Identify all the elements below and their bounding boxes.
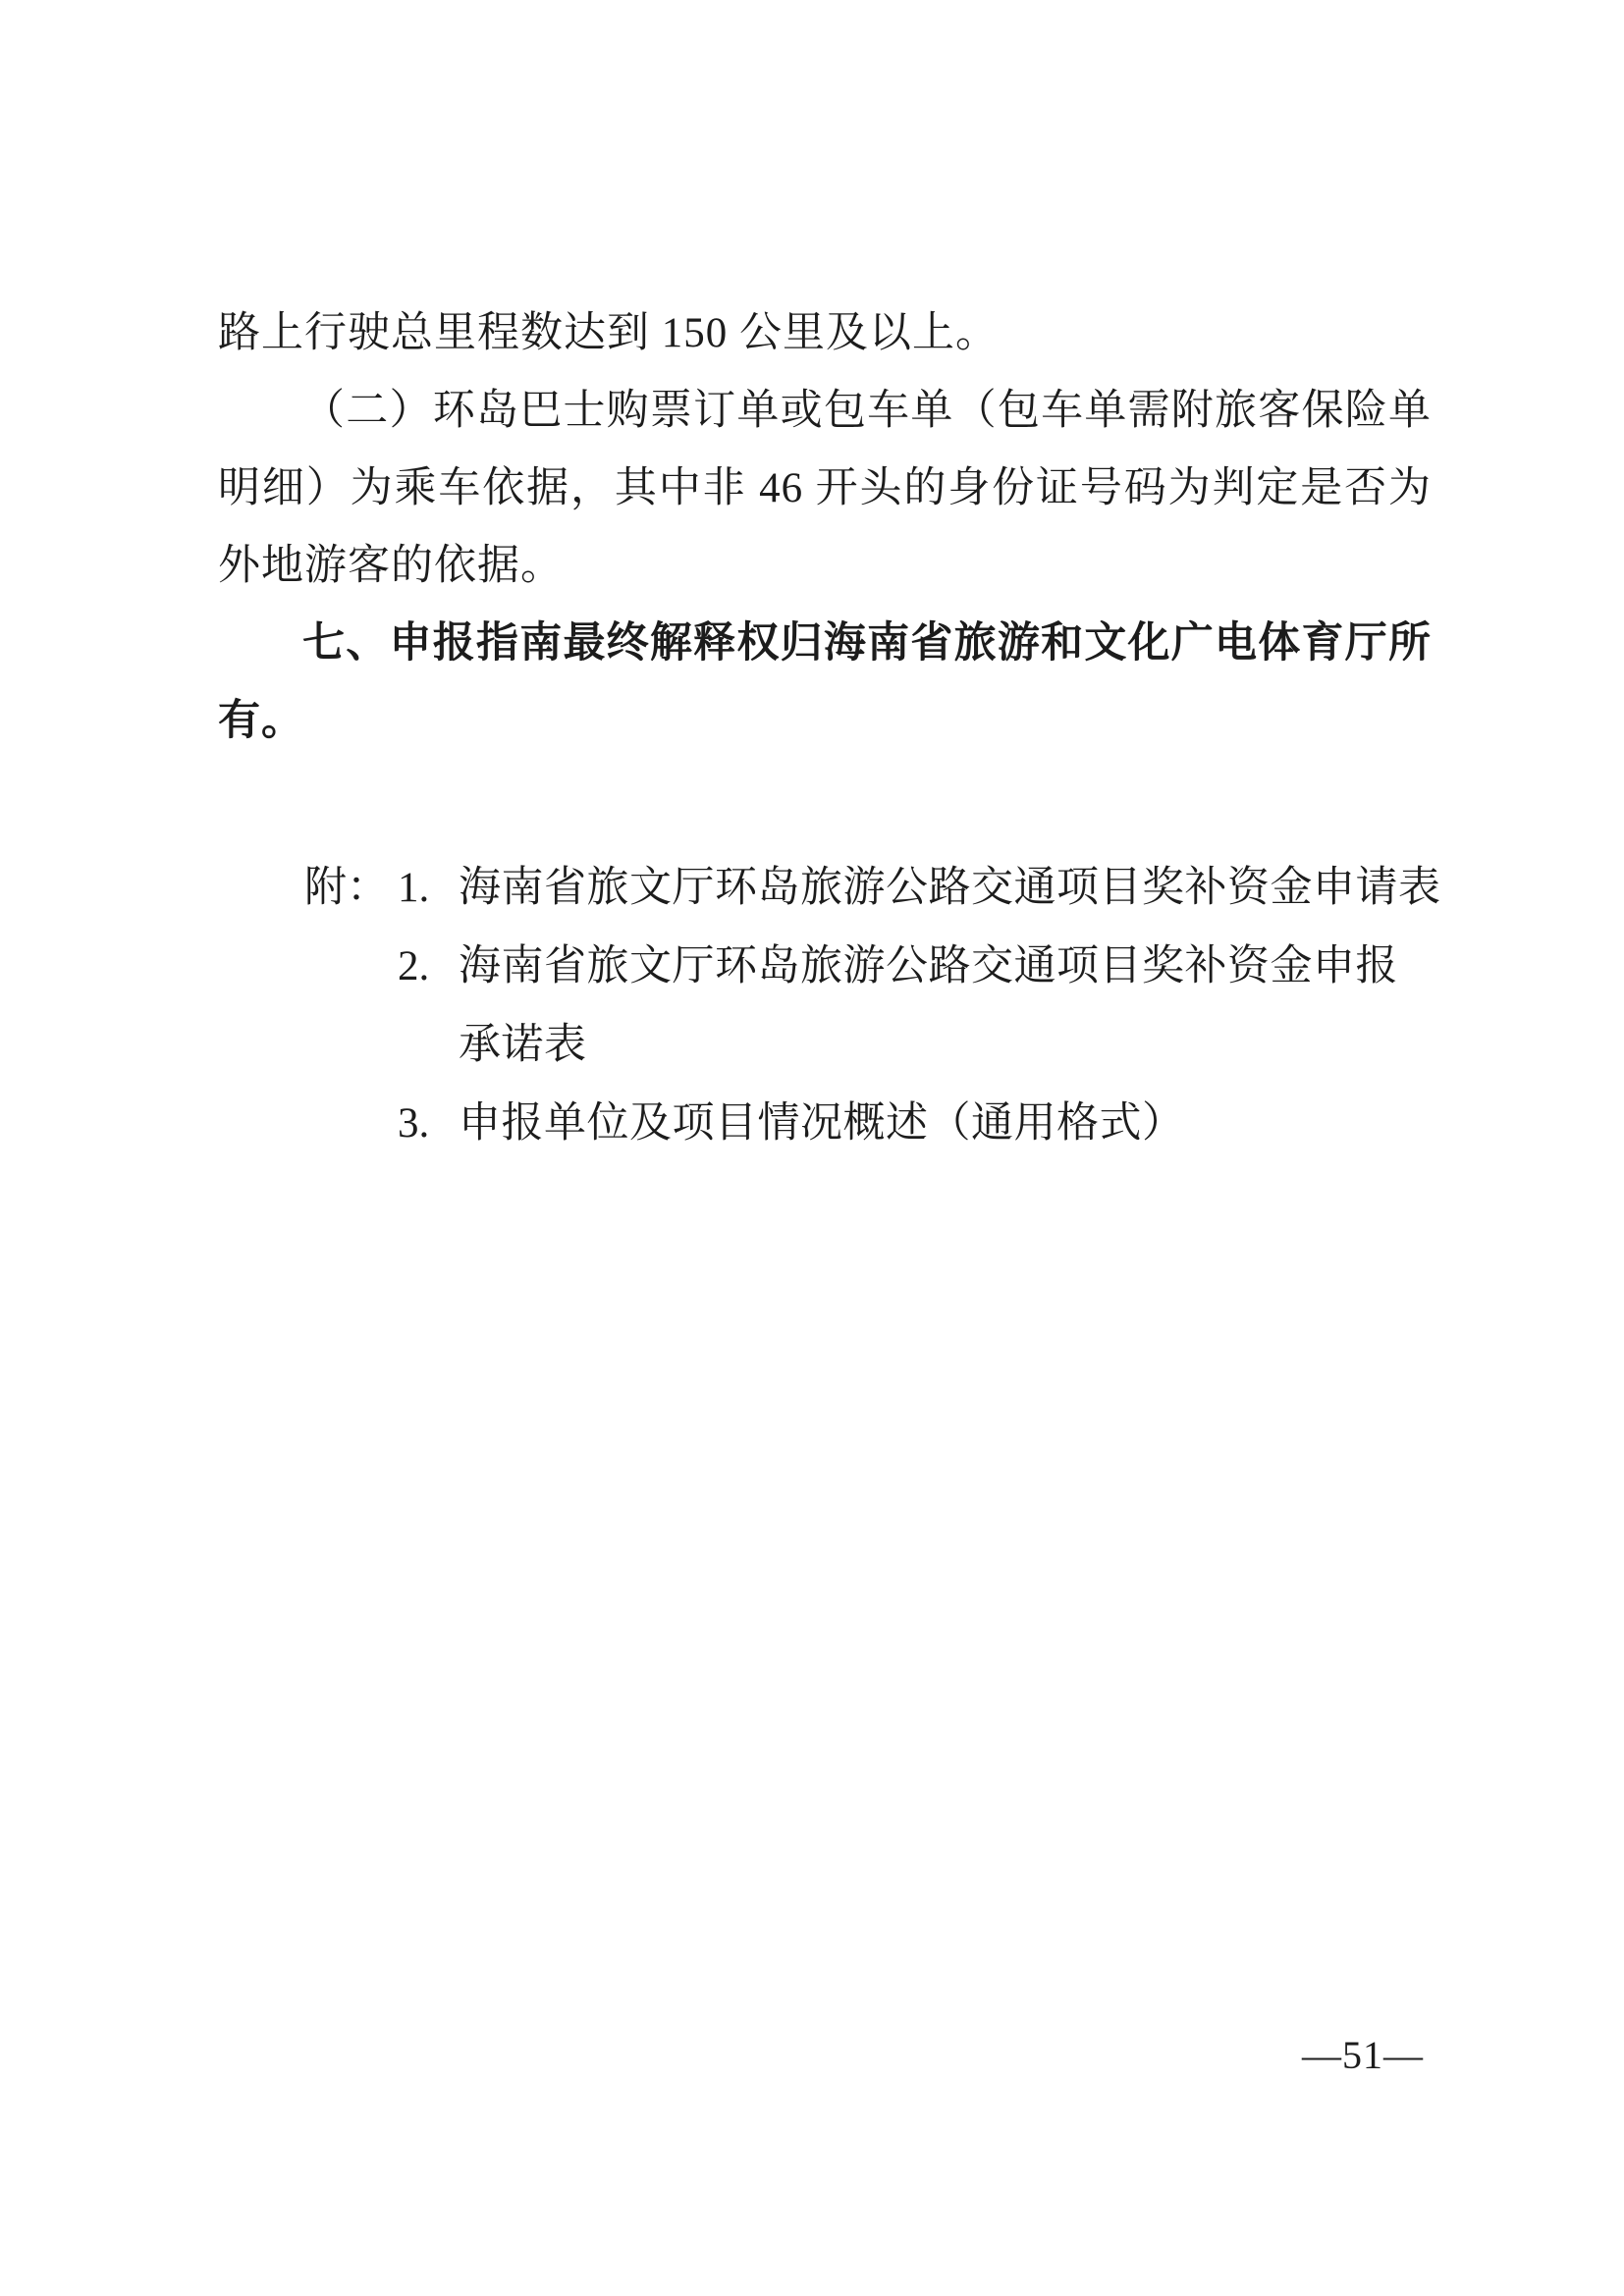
body-line-mileage: 路上行驶总里程数达到 150 公里及以上。 bbox=[218, 310, 999, 356]
attachments-list bbox=[304, 849, 1441, 1163]
attachment-item-3 bbox=[304, 1085, 1432, 1163]
attachment-text-3: 申报单位及项目情况概述（通用格式） bbox=[459, 1100, 1185, 1147]
attachment-item-2-continuation bbox=[304, 1006, 1432, 1085]
document-content bbox=[218, 294, 1441, 1163]
attachment-label-spacer bbox=[304, 928, 398, 1006]
attachment-number-1: 1. bbox=[398, 865, 430, 911]
heading-seven-line-1: 七、申报指南最终解释权归海南省旅游和文化广电体育厅所 bbox=[302, 619, 1432, 667]
heading-seven-line-2: 有。 bbox=[218, 697, 304, 744]
attachment-number-spacer bbox=[398, 1006, 459, 1085]
attachment-text-1: 海南省旅文厅环岛旅游公路交通项目奖补资金申请表 bbox=[459, 865, 1441, 911]
attachments-label: 附： bbox=[304, 865, 389, 911]
attachment-number-2: 2. bbox=[398, 943, 430, 989]
attachment-label-spacer bbox=[304, 1006, 398, 1085]
attachment-text-2-line-1: 海南省旅文厅环岛旅游公路交通项目奖补资金申报 bbox=[459, 943, 1398, 989]
attachment-item-1 bbox=[304, 849, 1441, 928]
body-line-bus-2: 明细）为乘车依据，其中非 46 开头的身份证号码为判定是否为 bbox=[218, 465, 1432, 511]
attachment-text-2-line-2: 承诺表 bbox=[459, 1022, 587, 1068]
body-line-bus-1: （二）环岛巴士购票订单或包车单（包车单需附旅客保险单 bbox=[302, 388, 1432, 434]
body-line-bus-3: 外地游客的依据。 bbox=[218, 543, 564, 589]
attachment-label-spacer bbox=[304, 1085, 398, 1163]
attachment-number-3: 3. bbox=[398, 1100, 430, 1147]
attachment-item-2 bbox=[304, 928, 1432, 1006]
page-number: —51— bbox=[1302, 2033, 1424, 2077]
